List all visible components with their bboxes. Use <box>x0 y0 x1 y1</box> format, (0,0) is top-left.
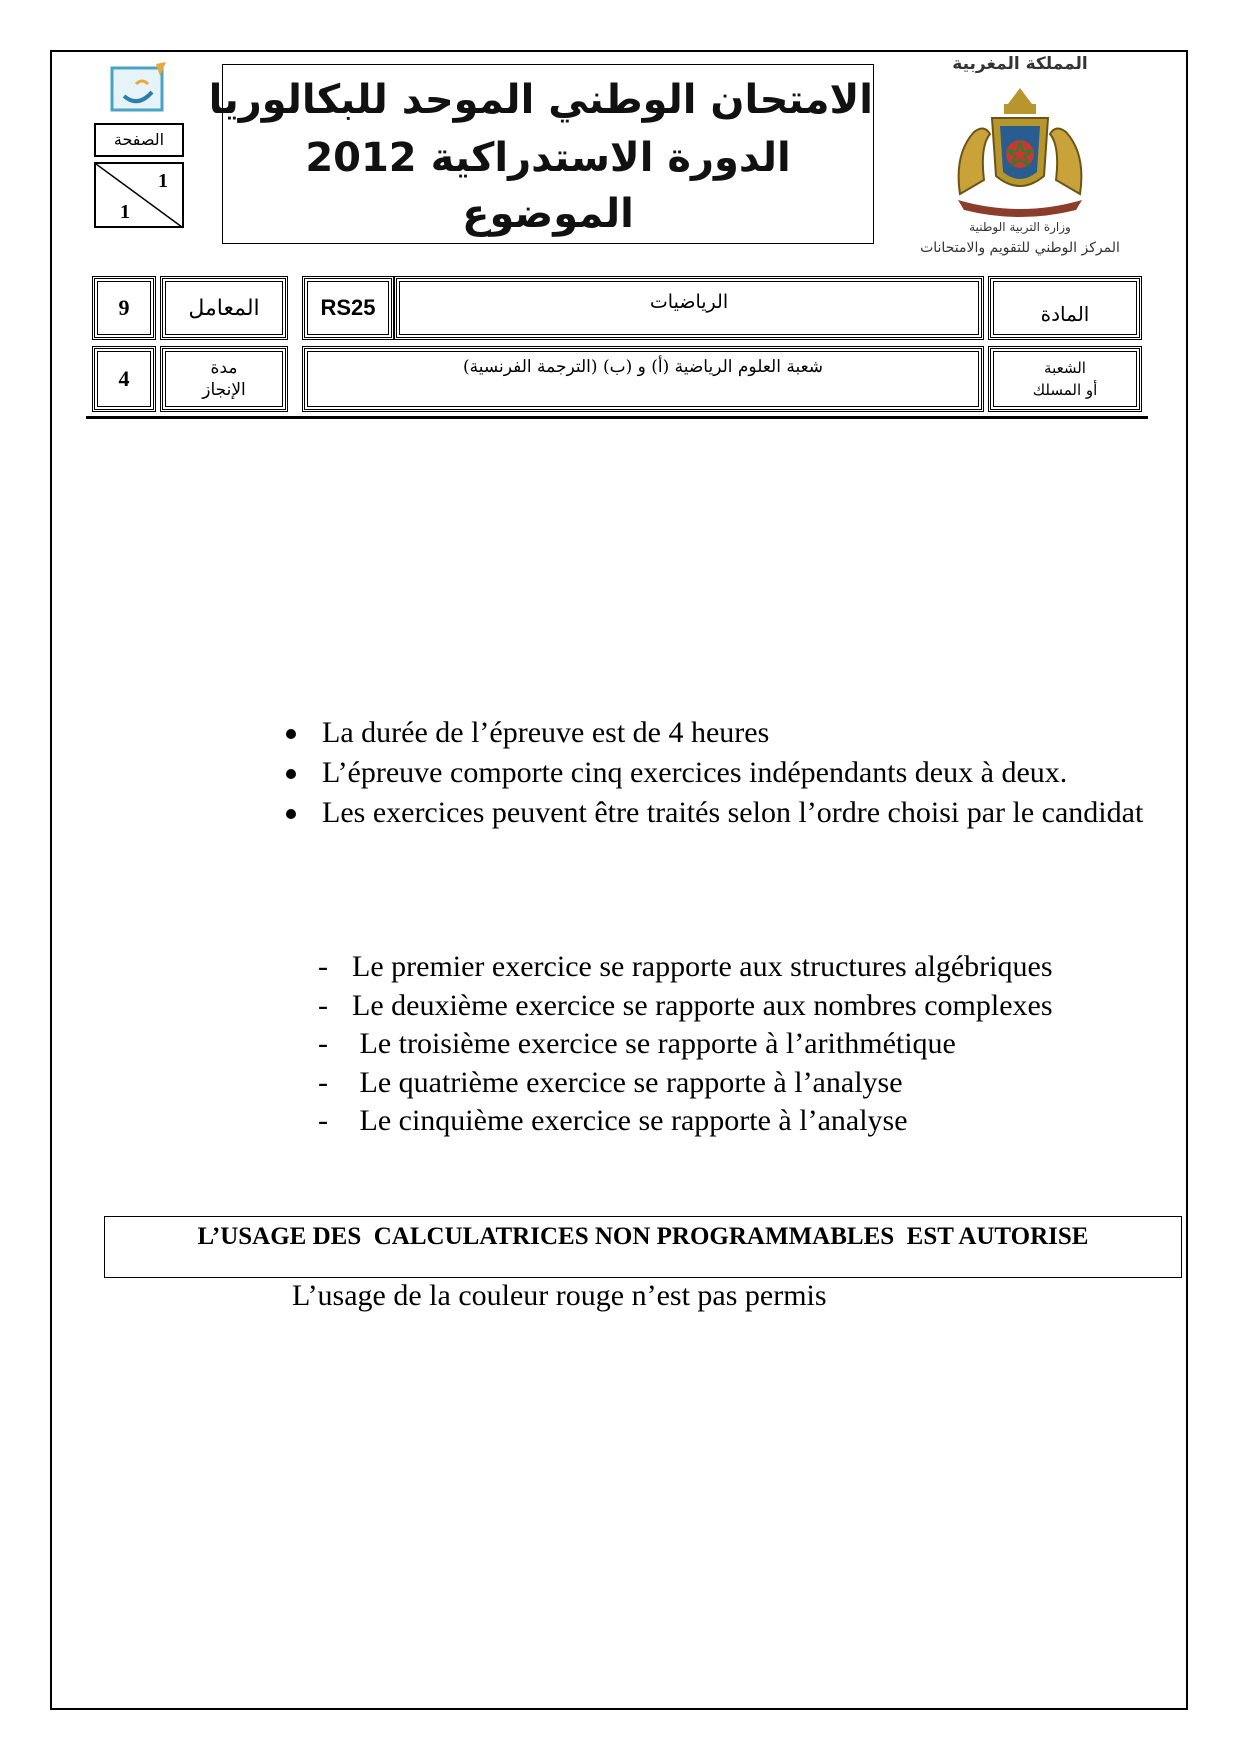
calculator-notice: L’USAGE DES CALCULATRICES NON PROGRAMMABLES EST AUTORISE <box>104 1216 1182 1278</box>
list-item <box>282 753 1182 793</box>
ministry-name: وزارة التربية الوطنية <box>969 220 1071 234</box>
exam-title: الامتحان الوطني الموحد للبكالوريا <box>208 77 873 123</box>
evaluation-center-name: المركز الوطني للتقويم والامتحانات <box>920 240 1120 256</box>
list-item: - Le quatrième exercice se rapporte à l’analyse <box>318 1065 903 1099</box>
subject-code: RS25 <box>302 276 394 340</box>
instruction-text: Les exercices peuvent être traités selon l’ordre choisi par le candidat <box>322 796 1144 829</box>
color-notice: L’usage de la couleur rouge n’est pas permis <box>292 1279 827 1312</box>
page-label: الصفحة <box>94 123 184 157</box>
list-item: - Le cinquième exercice se rapporte à l’analyse <box>318 1104 908 1137</box>
coefficient-label: المعامل <box>160 276 288 340</box>
coefficient-value: 9 <box>92 276 156 340</box>
duration-label-line1: مدة <box>210 358 238 378</box>
diagonal-divider <box>96 164 184 228</box>
exam-title-box <box>208 64 874 244</box>
exercises-list <box>318 948 1178 1141</box>
moroccan-coat-of-arms-icon <box>940 84 1100 218</box>
instruction-text: L’épreuve comporte cinq exercices indépendants deux à deux. <box>322 756 1068 789</box>
exam-center-logo-icon <box>110 62 170 114</box>
bullet-icon <box>286 769 296 779</box>
branch-label-line1: الشعبة <box>1044 359 1086 377</box>
exercise-text: Le troisième exercice se rapporte à l’arithmétique <box>352 1027 956 1060</box>
duration-value: 4 <box>92 346 156 412</box>
page-total: 1 <box>120 201 130 223</box>
page-current: 1 <box>158 170 168 192</box>
exercise-text: Le cinquième exercice se rapporte à l’analyse <box>352 1104 908 1137</box>
list-item: - Le deuxième exercice se rapporte aux nombres complexes <box>318 988 1053 1022</box>
exercise-text: Le deuxième exercice se rapporte aux nombres complexes <box>352 988 1053 1022</box>
table-bottom-rule <box>86 416 1148 419</box>
bullet-icon <box>286 809 296 819</box>
exercise-text: Le premier exercice se rapporte aux structures algébriques <box>352 950 1053 983</box>
bullet-icon <box>286 729 296 739</box>
duration-label-line2: الإنجاز <box>202 380 246 400</box>
list-item: - Le troisième exercice se rapporte à l’arithmétique <box>318 1027 956 1060</box>
subject-label: المادة <box>988 276 1142 340</box>
duration-label <box>160 346 288 412</box>
exercise-text: Le quatrième exercice se rapporte à l’analyse <box>352 1065 903 1099</box>
branch-name: شعبة العلوم الرياضية (أ) و (ب) (الترجمة الفرنسية) <box>302 346 984 412</box>
instruction-text: La durée de l’épreuve est de 4 heures <box>322 716 770 749</box>
exam-subject-heading: الموضوع <box>462 191 634 237</box>
kingdom-name: المملكة المغربية <box>952 54 1088 74</box>
list-item <box>282 793 1182 833</box>
instructions-list <box>282 713 1182 833</box>
list-item: - Le premier exercice se rapporte aux structures algébriques <box>318 950 1053 983</box>
branch-label-line2: أو المسلك <box>1032 381 1098 399</box>
branch-label <box>988 346 1142 412</box>
page-number-box <box>94 162 184 228</box>
exam-session: الدورة الاستدراكية 2012 <box>305 135 791 181</box>
subject-name: الرياضيات <box>394 276 984 340</box>
list-item <box>282 713 1182 753</box>
